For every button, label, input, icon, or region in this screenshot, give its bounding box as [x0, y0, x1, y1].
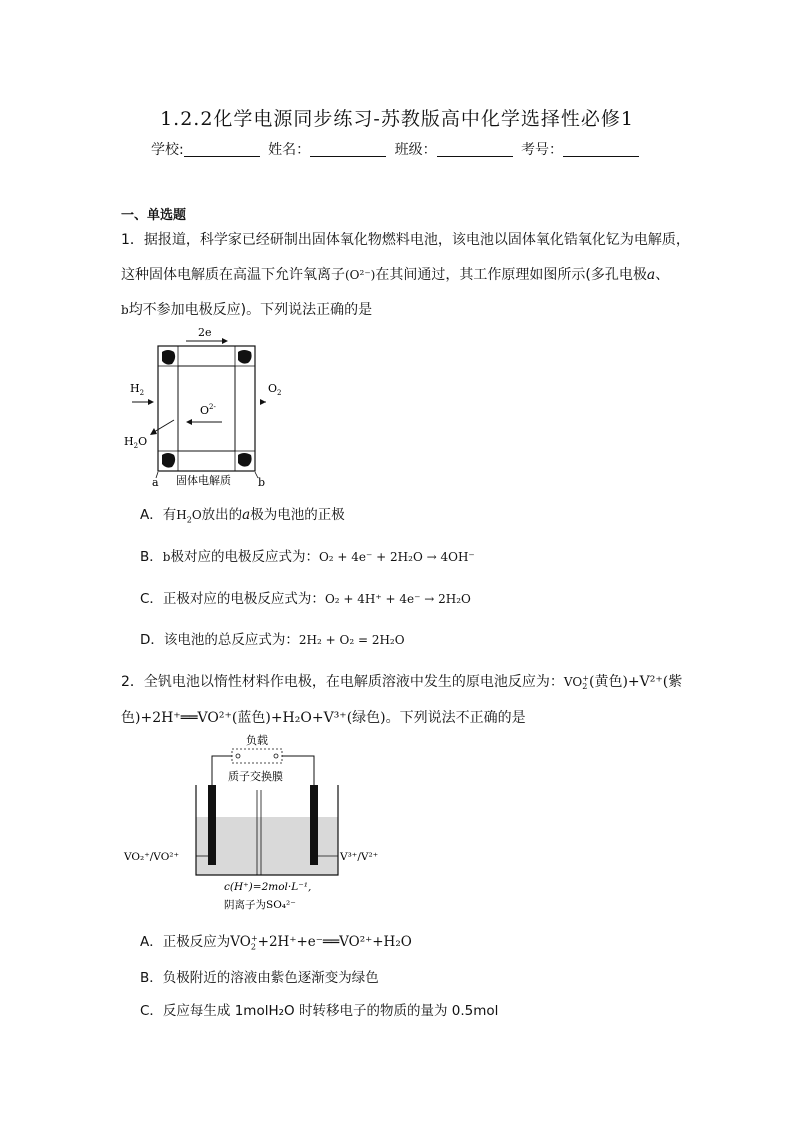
name-label: 姓名： — [268, 142, 311, 158]
q2-line1: 2．全钒电池以惰性材料作电极，在电解质溶液中发生的原电池反应为：$VO_2^+$(黄色)+V²⁺(紫 — [121, 674, 683, 692]
concentration-label: c(H⁺)=2mol·L⁻¹, — [224, 881, 312, 893]
membrane-label: 质子交换膜 — [228, 770, 283, 783]
electrolyte-caption: 固体电解质 — [176, 474, 231, 487]
school-label: 学校: — [150, 142, 184, 158]
q2-option-c[interactable]: C．反应每生成 1molH₂O 时转移电子的物质的量为 0.5mol — [140, 1003, 499, 1019]
q2-option-b[interactable]: B．负极附近的溶液由紫色逐渐变为绿色 — [140, 970, 379, 986]
q1-option-b[interactable]: B．b极对应的电极反应式为：O₂ + 4e⁻ + 2H₂O → 4OH⁻ — [140, 549, 475, 565]
oxide-ion-label: $O^{2-}$ — [200, 403, 216, 417]
q1-option-b-equation: O₂ + 4e⁻ + 2H₂O → 4OH⁻ — [318, 550, 475, 564]
load-label: 负载 — [246, 734, 268, 747]
school-blank[interactable] — [184, 142, 260, 157]
electrode-blob-br — [238, 453, 252, 467]
q1-line2: 这种固体电解质在高温下允许氧离子(O²⁻)在其间通过，其工作原理如图所示(多孔电极a、 — [121, 267, 670, 283]
electrode-blob-tr — [238, 350, 252, 364]
number-blank[interactable] — [563, 142, 639, 157]
electron-label: 2e — [198, 326, 212, 339]
q1-option-c[interactable]: C．正极对应的电极反应式为：O₂ + 4H⁺ + 4e⁻ → 2H₂O — [140, 591, 471, 607]
q1-line3: b均不参加电极反应)。下列说法正确的是 — [121, 302, 373, 318]
q1-line1: 1．据报道，科学家已经研制出固体氧化物燃料电池，该电池以固体氧化锆氧化钇为电解质， — [121, 232, 690, 248]
q2-vanadium-battery-diagram — [124, 730, 404, 915]
page-title: 1.2.2化学电源同步练习-苏教版高中化学选择性必修1 — [160, 108, 634, 130]
right-electrolyte-label: V³⁺/V²⁺ — [340, 851, 379, 863]
electrode-a-label: a — [152, 476, 159, 489]
anion-label: 阴离子为SO₄²⁻ — [224, 899, 296, 911]
name-blank[interactable] — [310, 142, 386, 157]
student-info-row — [0, 139, 794, 159]
load-box — [232, 749, 282, 763]
q1-option-a[interactable]: A．有$H_2O$放出的a极为电池的正极 — [140, 507, 345, 525]
q1-option-d-equation: 2H₂ + O₂ = 2H₂O — [298, 633, 405, 647]
q2-option-a[interactable]: A．正极反应为$VO_2^++2H^++e^-══VO^{2+}+H_2O$ — [140, 933, 412, 952]
q1-option-c-equation: O₂ + 4H⁺ + 4e⁻ → 2H₂O — [324, 592, 471, 606]
h2-label: $H_2$ — [130, 382, 145, 397]
section-heading: 一、单选题 — [121, 208, 187, 223]
number-label: 考号： — [521, 142, 564, 158]
q2-line2: 色)+2H⁺══VO²⁺(蓝色)+H₂O+V³⁺(绿色)。下列说法不正确的是 — [121, 710, 526, 726]
o2-label: $O_2$ — [268, 382, 282, 397]
class-blank[interactable] — [437, 142, 513, 157]
left-electrolyte-label: VO₂⁺/VO²⁺ — [124, 851, 180, 863]
electrode-b-label: b — [258, 476, 266, 489]
electrode-blob-tl — [162, 350, 175, 365]
q1-fuel-cell-diagram — [118, 322, 282, 492]
q1-option-d[interactable]: D．该电池的总反应式为：2H₂ + O₂ = 2H₂O — [140, 632, 405, 648]
electrode-blob-bl — [162, 453, 175, 468]
class-label: 班级： — [394, 142, 437, 158]
h2o-label: $H_2O$ — [124, 435, 148, 450]
left-electrode — [208, 785, 216, 865]
right-electrode — [310, 785, 318, 865]
q1-oxide-ion: (O²⁻) — [345, 268, 376, 282]
